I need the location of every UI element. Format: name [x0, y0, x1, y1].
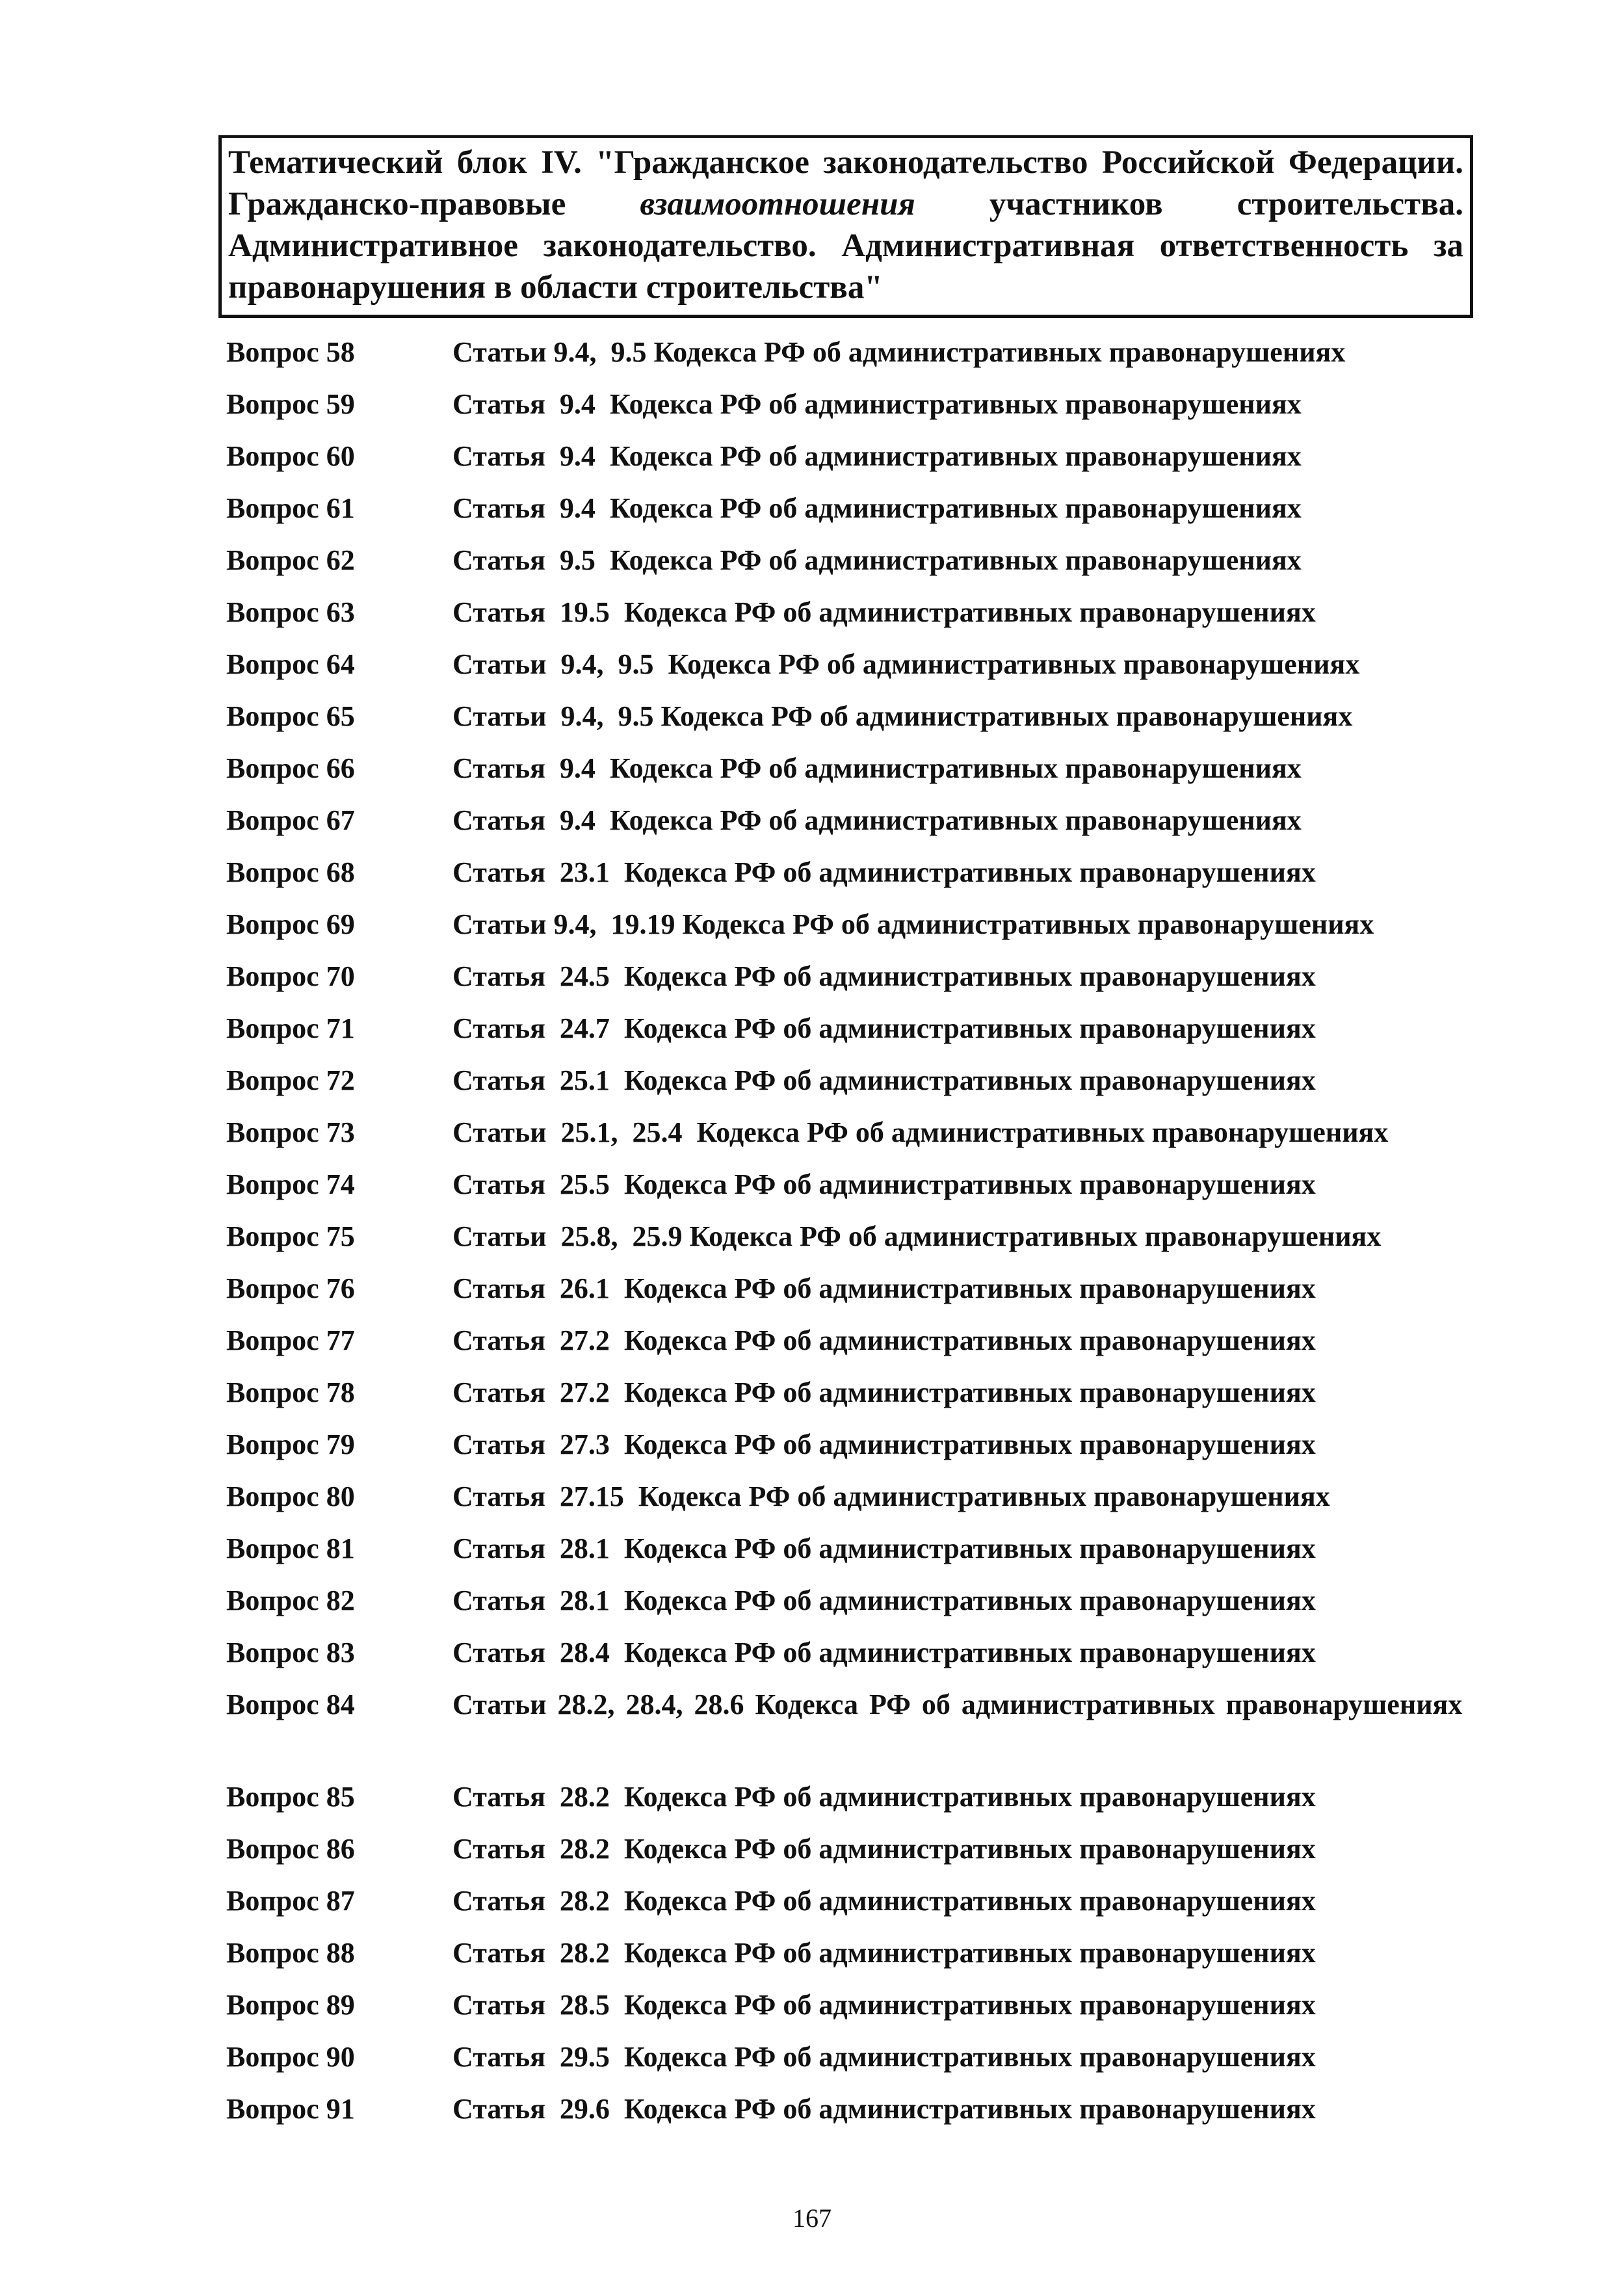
question-label: Вопрос 61: [226, 492, 355, 524]
question-label: Вопрос 75: [226, 1220, 355, 1252]
question-row: [226, 1010, 1474, 1062]
question-row: [226, 958, 1474, 1010]
question-reference: Статья 9.4 Кодекса РФ об административных правонарушениях: [452, 804, 1302, 836]
question-reference: Статья 9.4 Кодекса РФ об административных правонарушениях: [452, 752, 1302, 784]
question-row: [226, 490, 1474, 542]
question-reference: Статья 28.2 Кодекса РФ об административных правонарушениях: [452, 1833, 1316, 1865]
title-part-3: участников строительства. Административное законодательство. Административная ответственность за правонарушения в области строительства": [228, 186, 1464, 306]
question-label: Вопрос 71: [226, 1012, 355, 1044]
question-row: [226, 750, 1474, 802]
question-reference: Статья 28.1 Кодекса РФ об административных правонарушениях: [452, 1585, 1316, 1616]
question-label: Вопрос 91: [226, 2093, 355, 2125]
question-row: [226, 802, 1474, 854]
question-label: Вопрос 59: [226, 388, 355, 420]
question-row: [226, 1062, 1474, 1114]
question-row: [226, 1427, 1474, 1479]
question-label: Вопрос 58: [226, 336, 355, 368]
question-label: Вопрос 74: [226, 1168, 355, 1200]
question-row: [226, 1114, 1474, 1166]
question-reference: Статья 29.5 Кодекса РФ об административных правонарушениях: [452, 2041, 1316, 2073]
thematic-block-title: [228, 142, 1463, 308]
question-row: [226, 1322, 1474, 1374]
question-label: Вопрос 89: [226, 1989, 355, 2021]
question-label: Вопрос 73: [226, 1116, 355, 1148]
question-row: [226, 1531, 1474, 1583]
question-reference: Статья 9.4 Кодекса РФ об административных правонарушениях: [452, 388, 1302, 420]
question-row: [226, 438, 1474, 490]
question-list: [226, 334, 1474, 2143]
question-reference: Статья 24.7 Кодекса РФ об административных правонарушениях: [452, 1012, 1316, 1044]
question-reference: Статья 28.2 Кодекса РФ об административных правонарушениях: [452, 1781, 1316, 1813]
question-row: [226, 1218, 1474, 1270]
question-label: Вопрос 77: [226, 1324, 355, 1356]
question-reference: Статья 26.1 Кодекса РФ об административных правонарушениях: [452, 1272, 1316, 1304]
question-reference: Статья 25.5 Кодекса РФ об административных правонарушениях: [452, 1168, 1316, 1200]
question-label: Вопрос 82: [226, 1585, 355, 1616]
question-label: Вопрос 79: [226, 1428, 355, 1460]
question-label: Вопрос 83: [226, 1637, 355, 1668]
question-reference: Статьи 9.4, 9.5 Кодекса РФ об административных правонарушениях: [452, 700, 1353, 732]
question-label: Вопрос 90: [226, 2041, 355, 2073]
question-reference: Статья 25.1 Кодекса РФ об административных правонарушениях: [452, 1064, 1316, 1096]
question-reference: Статья 27.15 Кодекса РФ об административных правонарушениях: [452, 1480, 1330, 1512]
question-reference: Статья 28.2 Кодекса РФ об административных правонарушениях: [452, 1937, 1316, 1969]
question-label: Вопрос 84: [226, 1689, 355, 1720]
thematic-block-title-box: [218, 135, 1473, 318]
question-row: [226, 334, 1474, 386]
question-reference: Статья 9.5 Кодекса РФ об административных правонарушениях: [452, 544, 1302, 576]
question-label: Вопрос 81: [226, 1532, 355, 1564]
question-label: Вопрос 72: [226, 1064, 355, 1096]
question-label: Вопрос 70: [226, 960, 355, 992]
question-reference: Статья 23.1 Кодекса РФ об административных правонарушениях: [452, 856, 1316, 888]
question-reference: Статьи 25.1, 25.4 Кодекса РФ об административных правонарушениях: [452, 1116, 1389, 1148]
question-reference: Статья 27.2 Кодекса РФ об административных правонарушениях: [452, 1324, 1316, 1356]
question-label: Вопрос 85: [226, 1781, 355, 1813]
question-label: Вопрос 78: [226, 1376, 355, 1408]
question-row: [226, 1635, 1474, 1687]
question-row: [226, 1687, 1474, 1779]
question-reference: Статьи 25.8, 25.9 Кодекса РФ об административных правонарушениях: [452, 1220, 1382, 1252]
question-row: [226, 646, 1474, 698]
question-reference: Статья 28.1 Кодекса РФ об административных правонарушениях: [452, 1532, 1316, 1564]
question-reference: Статья 28.5 Кодекса РФ об административных правонарушениях: [452, 1989, 1316, 2021]
question-row: [226, 594, 1474, 646]
question-reference: Статья 28.2 Кодекса РФ об административных правонарушениях: [452, 1885, 1316, 1917]
question-row: [226, 542, 1474, 594]
question-row: [226, 1374, 1474, 1427]
question-row: [226, 2039, 1474, 2091]
question-label: Вопрос 87: [226, 1885, 355, 1917]
question-label: Вопрос 64: [226, 648, 355, 680]
question-row: [226, 1831, 1474, 1883]
question-reference: Статья 29.6 Кодекса РФ об административных правонарушениях: [452, 2093, 1316, 2125]
question-label: Вопрос 88: [226, 1937, 355, 1969]
question-reference: Статьи 9.4, 19.19 Кодекса РФ об административных правонарушениях: [452, 908, 1374, 940]
page-number: 167: [792, 2203, 832, 2233]
question-row: [226, 906, 1474, 958]
question-row: [226, 2091, 1474, 2143]
question-reference: Статьи 9.4, 9.5 Кодекса РФ об административных правонарушениях: [452, 648, 1360, 680]
question-reference: Статья 28.4 Кодекса РФ об административных правонарушениях: [452, 1637, 1316, 1668]
question-reference: Статьи 9.4, 9.5 Кодекса РФ об административных правонарушениях: [452, 336, 1346, 368]
question-label: Вопрос 80: [226, 1480, 355, 1512]
question-label: Вопрос 66: [226, 752, 355, 784]
question-label: Вопрос 60: [226, 440, 355, 472]
question-row: [226, 1883, 1474, 1935]
question-label: Вопрос 69: [226, 908, 355, 940]
question-row: [226, 1987, 1474, 2039]
question-label: Вопрос 63: [226, 596, 355, 628]
question-label: Вопрос 86: [226, 1833, 355, 1865]
question-reference: Статья 27.3 Кодекса РФ об административных правонарушениях: [452, 1428, 1316, 1460]
question-reference: Статья 19.5 Кодекса РФ об административных правонарушениях: [452, 596, 1316, 628]
question-reference: Статья 24.5 Кодекса РФ об административных правонарушениях: [452, 960, 1316, 992]
question-row: [226, 854, 1474, 906]
question-row: [226, 1479, 1474, 1531]
question-row: [226, 1166, 1474, 1218]
question-row: [226, 1779, 1474, 1831]
question-label: Вопрос 65: [226, 700, 355, 732]
question-label: Вопрос 68: [226, 856, 355, 888]
question-row: [226, 1935, 1474, 1987]
question-reference: Статья 9.4 Кодекса РФ об административных правонарушениях: [452, 492, 1302, 524]
title-part-2-italic: взаимоотношения: [640, 186, 915, 222]
question-row: [226, 698, 1474, 750]
question-row: [226, 386, 1474, 438]
question-row: [226, 1270, 1474, 1322]
question-reference: Статьи 28.2, 28.4, 28.6 Кодекса РФ об административных правонарушениях: [452, 1689, 1463, 1720]
question-label: Вопрос 76: [226, 1272, 355, 1304]
title-part-1: Тематический блок IV. "Гражданское законодательство Российской Федерации. Гражданско-правовые: [228, 144, 1463, 222]
question-row: [226, 1583, 1474, 1635]
question-reference: Статья 9.4 Кодекса РФ об административных правонарушениях: [452, 440, 1302, 472]
question-label: Вопрос 62: [226, 544, 355, 576]
question-reference: Статья 27.2 Кодекса РФ об административных правонарушениях: [452, 1376, 1316, 1408]
question-label: Вопрос 67: [226, 804, 355, 836]
